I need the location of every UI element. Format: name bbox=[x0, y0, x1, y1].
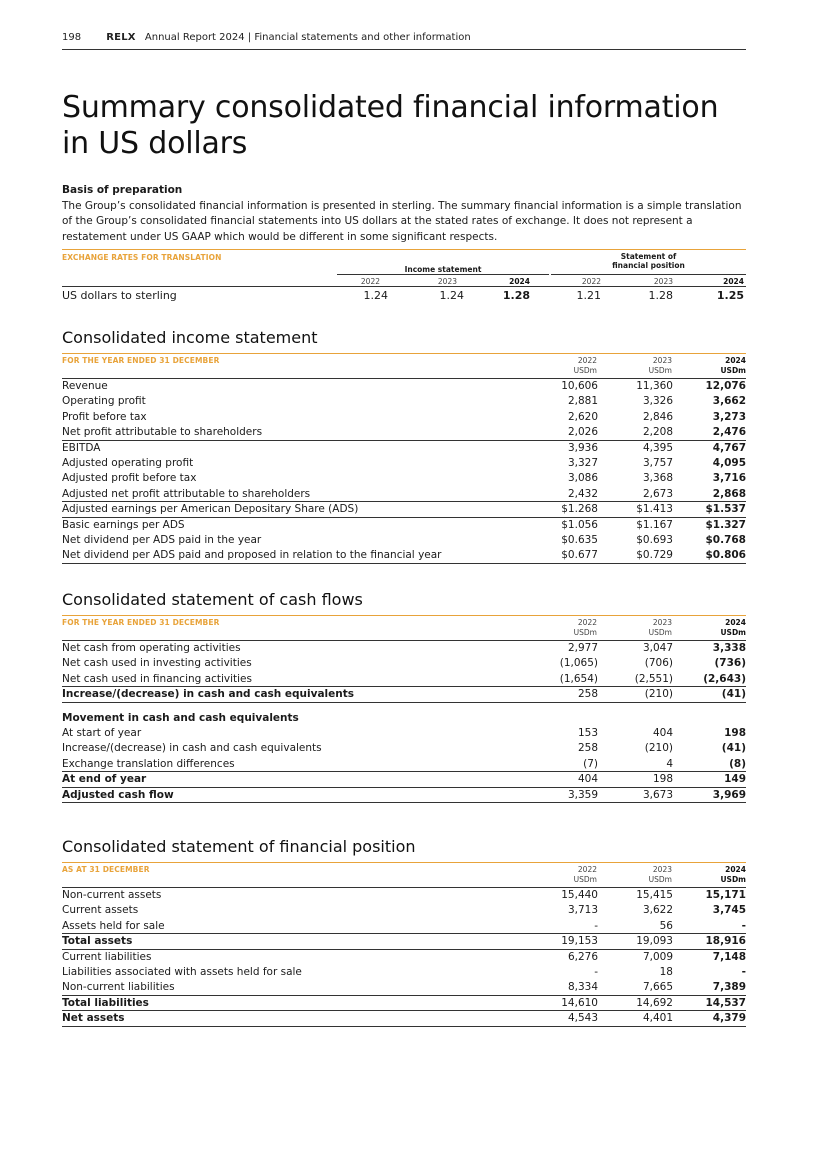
row-label: Non-current liabilities bbox=[62, 981, 175, 994]
row-value-2024: 14,537 bbox=[705, 996, 746, 1009]
row-value-2023: 4 bbox=[666, 757, 673, 770]
table-row bbox=[62, 672, 746, 687]
table-row bbox=[62, 379, 746, 394]
row-label: Exchange translation differences bbox=[62, 757, 235, 770]
row-value-2022: 6,276 bbox=[567, 950, 598, 963]
row-value-2023: 3,326 bbox=[642, 395, 673, 408]
row-value-2024: $1.537 bbox=[705, 503, 746, 516]
table-row bbox=[62, 980, 746, 995]
row-value-2024: 7,389 bbox=[712, 981, 746, 994]
cash-table-header bbox=[62, 615, 746, 641]
table-row bbox=[62, 950, 746, 965]
table-row bbox=[62, 934, 746, 949]
row-label: Profit before tax bbox=[62, 410, 147, 423]
row-value-2024: (2,643) bbox=[703, 672, 746, 685]
row-value-2023: (2,551) bbox=[634, 672, 673, 685]
row-value-2024: $1.327 bbox=[705, 518, 746, 531]
income-table-header bbox=[62, 353, 746, 379]
row-value-2024: 4,379 bbox=[712, 1012, 746, 1025]
table-row bbox=[62, 548, 746, 563]
row-value-2022: 2,977 bbox=[567, 642, 598, 654]
row-label: Revenue bbox=[62, 380, 108, 392]
exchange-rates-table bbox=[62, 249, 746, 305]
row-value-2024: (8) bbox=[729, 757, 746, 770]
row-value-2022: $1.056 bbox=[561, 518, 598, 531]
row-value-2022: 14,610 bbox=[561, 996, 598, 1009]
exchange-value: 1.28 bbox=[648, 289, 673, 302]
table-row bbox=[62, 888, 746, 903]
financial-position-group-header bbox=[551, 252, 746, 275]
row-value-2023: 18 bbox=[659, 965, 673, 978]
row-value-2023: 7,009 bbox=[642, 950, 673, 963]
exchange-value: 1.28 bbox=[502, 289, 530, 302]
table-row bbox=[62, 757, 746, 772]
row-value-2024: (41) bbox=[721, 688, 746, 701]
row-value-2022: 3,713 bbox=[567, 904, 598, 917]
row-value-2022: $0.635 bbox=[561, 533, 598, 546]
page-title-line1: Summary consolidated financial information bbox=[62, 90, 719, 125]
row-value-2024: 15,171 bbox=[705, 889, 746, 901]
row-label: Liabilities associated with assets held for sale bbox=[62, 965, 302, 978]
row-label: Net cash used in investing activities bbox=[62, 657, 252, 670]
table-row bbox=[62, 456, 746, 471]
table-row bbox=[62, 502, 746, 517]
col-2024: 2024 USDm bbox=[720, 356, 746, 375]
exchange-value: 1.21 bbox=[576, 289, 601, 302]
movement-rows bbox=[62, 726, 746, 803]
income-period-label: FOR THE YEAR ENDED 31 DECEMBER bbox=[62, 356, 220, 365]
row-value-2023: 3,622 bbox=[642, 904, 673, 917]
page-title bbox=[62, 90, 762, 162]
row-label: Net profit attributable to shareholders bbox=[62, 426, 263, 439]
exchange-year: 2024 bbox=[723, 277, 744, 286]
row-value-2024: 12,076 bbox=[705, 380, 746, 392]
row-value-2023: (706) bbox=[644, 657, 673, 670]
row-value-2024: 3,745 bbox=[712, 904, 746, 917]
row-value-2023: 3,368 bbox=[642, 472, 673, 485]
row-value-2023: 3,757 bbox=[642, 456, 673, 469]
col-2023: 2023 USDm bbox=[648, 865, 672, 884]
table-row bbox=[62, 471, 746, 486]
row-value-2023: 198 bbox=[652, 773, 673, 786]
row-label: At start of year bbox=[62, 726, 142, 739]
financial-position-section bbox=[62, 837, 746, 1027]
row-value-2022: $0.677 bbox=[561, 549, 598, 562]
row-value-2024: (736) bbox=[714, 657, 746, 670]
row-value-2023: 404 bbox=[652, 726, 673, 739]
exchange-value: 1.24 bbox=[363, 289, 388, 302]
basis-text: The Group’s consolidated financial information is presented in sterling. The summary financial information is a simple translation of the Group’s consolidated financial statements into US dollars at the stated rates of exchange. It does not represent a restatement under US GAAP which would be different in some significant respects. bbox=[62, 199, 742, 243]
row-label: Adjusted cash flow bbox=[62, 788, 174, 801]
row-value-2022: 8,334 bbox=[567, 981, 598, 994]
row-value-2023: $1.167 bbox=[636, 518, 673, 531]
row-label: Non-current assets bbox=[62, 889, 162, 901]
col-2022: 2022 USDm bbox=[573, 865, 597, 884]
row-label: Total liabilities bbox=[62, 996, 149, 1009]
row-value-2022: (1,065) bbox=[559, 657, 598, 670]
row-label: Total assets bbox=[62, 935, 133, 948]
row-value-2023: (210) bbox=[644, 742, 673, 755]
col-2022: 2022 USDm bbox=[573, 356, 597, 375]
row-value-2022: 404 bbox=[577, 773, 598, 786]
col-2024: 2024 USDm bbox=[720, 865, 746, 884]
col-2024: 2024 USDm bbox=[720, 618, 746, 637]
row-value-2023: 3,047 bbox=[642, 642, 673, 654]
table-row bbox=[62, 394, 746, 409]
table-row bbox=[62, 425, 746, 440]
income-statement-section bbox=[62, 328, 746, 564]
row-value-2022: 4,543 bbox=[567, 1012, 598, 1025]
row-label: Increase/(decrease) in cash and cash equivalents bbox=[62, 742, 322, 755]
brand-name: RELX bbox=[106, 32, 136, 43]
page-title-line2: in US dollars bbox=[62, 126, 248, 161]
exchange-row-label: US dollars to sterling bbox=[62, 289, 177, 302]
table-row bbox=[62, 996, 746, 1011]
row-value-2022: 19,153 bbox=[561, 935, 598, 948]
row-label: Net cash from operating activities bbox=[62, 642, 241, 654]
row-label: Adjusted profit before tax bbox=[62, 472, 197, 485]
row-value-2022: 2,026 bbox=[567, 426, 598, 439]
row-value-2022: 3,359 bbox=[567, 788, 598, 801]
table-row bbox=[62, 518, 746, 533]
position-rows bbox=[62, 888, 746, 1027]
row-value-2022: 3,086 bbox=[567, 472, 598, 485]
row-label: Adjusted net profit attributable to shareholders bbox=[62, 487, 311, 500]
row-value-2022: - bbox=[594, 965, 598, 978]
running-header bbox=[62, 32, 746, 50]
header-subtitle: Annual Report 2024 | Financial statements and other information bbox=[144, 32, 471, 43]
row-value-2022: 2,620 bbox=[567, 410, 598, 423]
exchange-rates-label: EXCHANGE RATES FOR TRANSLATION bbox=[62, 253, 222, 262]
row-value-2024: 2,476 bbox=[712, 426, 746, 439]
row-label: Net cash used in financing activities bbox=[62, 672, 252, 685]
col-2023: 2023 USDm bbox=[648, 356, 672, 375]
row-value-2023: 2,673 bbox=[642, 487, 673, 500]
movement-heading-row bbox=[62, 711, 746, 726]
table-row bbox=[62, 533, 746, 548]
table-row bbox=[62, 687, 746, 702]
table-row bbox=[62, 1011, 746, 1026]
row-value-2023: 4,401 bbox=[642, 1012, 673, 1025]
row-label: Assets held for sale bbox=[62, 919, 165, 932]
row-value-2024: 7,148 bbox=[712, 950, 746, 963]
row-label: Current liabilities bbox=[62, 950, 152, 963]
table-row bbox=[62, 726, 746, 741]
row-label: Current assets bbox=[62, 904, 139, 917]
row-value-2023: 56 bbox=[659, 919, 673, 932]
income-statement-group-header: Income statement bbox=[337, 265, 549, 275]
row-value-2024: $0.806 bbox=[705, 549, 746, 562]
cash-flow-section bbox=[62, 590, 746, 803]
row-value-2024: 3,662 bbox=[712, 395, 746, 408]
row-value-2022: 258 bbox=[577, 688, 598, 701]
basis-of-preparation bbox=[62, 183, 746, 245]
row-label: EBITDA bbox=[62, 441, 101, 454]
row-value-2022: 2,432 bbox=[567, 487, 598, 500]
row-value-2022: (1,654) bbox=[559, 672, 598, 685]
row-value-2024: 18,916 bbox=[705, 935, 746, 948]
row-label: Basic earnings per ADS bbox=[62, 518, 185, 531]
exchange-year: 2024 bbox=[509, 277, 530, 286]
row-value-2023: (210) bbox=[644, 688, 673, 701]
row-value-2022: (7) bbox=[583, 757, 598, 770]
row-value-2022: - bbox=[594, 919, 598, 932]
row-value-2024: - bbox=[741, 919, 746, 932]
table-row bbox=[62, 441, 746, 456]
table-row bbox=[62, 656, 746, 671]
row-value-2023: 19,093 bbox=[636, 935, 673, 948]
row-value-2023: 4,395 bbox=[642, 441, 673, 454]
row-value-2024: 149 bbox=[724, 773, 746, 786]
table-row bbox=[62, 487, 746, 502]
exchange-year: 2023 bbox=[653, 277, 673, 286]
row-label: Net assets bbox=[62, 1012, 125, 1025]
exchange-year: 2022 bbox=[360, 277, 380, 286]
table-row bbox=[62, 788, 746, 803]
table-row bbox=[62, 965, 746, 980]
table-row bbox=[62, 772, 746, 787]
row-value-2023: 3,673 bbox=[642, 788, 673, 801]
table-row bbox=[62, 741, 746, 756]
row-value-2024: 198 bbox=[724, 726, 746, 739]
row-value-2022: 2,881 bbox=[567, 395, 598, 408]
row-value-2023: $0.729 bbox=[636, 549, 673, 562]
col-2023: 2023 USDm bbox=[648, 618, 672, 637]
row-value-2024: 3,273 bbox=[712, 410, 746, 423]
exchange-year: 2022 bbox=[581, 277, 601, 286]
row-value-2022: 10,606 bbox=[561, 380, 598, 392]
row-value-2022: 15,440 bbox=[561, 889, 598, 901]
row-value-2024: 2,868 bbox=[712, 487, 746, 500]
exchange-value: 1.24 bbox=[439, 289, 464, 302]
exchange-year: 2023 bbox=[437, 277, 457, 286]
income-statement-title: Consolidated income statement bbox=[62, 328, 318, 347]
row-value-2023: 15,415 bbox=[636, 889, 673, 901]
table-row bbox=[62, 903, 746, 918]
row-value-2023: 2,208 bbox=[642, 426, 673, 439]
row-value-2024: $0.768 bbox=[705, 533, 746, 546]
row-value-2022: 3,327 bbox=[567, 456, 598, 469]
row-label: Net dividend per ADS paid and proposed in relation to the financial year bbox=[62, 549, 442, 562]
row-value-2024: 4,767 bbox=[712, 441, 746, 454]
income-rows bbox=[62, 379, 746, 564]
cash-flow-title: Consolidated statement of cash flows bbox=[62, 590, 363, 609]
cash-rows bbox=[62, 641, 746, 703]
row-value-2024: 4,095 bbox=[712, 456, 746, 469]
table-row bbox=[62, 641, 746, 656]
cash-period-label: FOR THE YEAR ENDED 31 DECEMBER bbox=[62, 618, 220, 627]
row-value-2022: 3,936 bbox=[567, 441, 598, 454]
basis-heading: Basis of preparation bbox=[62, 184, 183, 196]
row-value-2023: 2,846 bbox=[642, 410, 673, 423]
col-2022: 2022 USDm bbox=[573, 618, 597, 637]
row-value-2023: $0.693 bbox=[636, 533, 673, 546]
position-table-header bbox=[62, 862, 746, 888]
row-value-2024: 3,969 bbox=[712, 788, 746, 801]
row-value-2024: - bbox=[741, 965, 746, 978]
financial-position-group-label: Statement of financial position bbox=[612, 252, 685, 270]
row-label: At end of year bbox=[62, 773, 147, 786]
row-label: Adjusted earnings per American Depositary Share (ADS) bbox=[62, 503, 359, 516]
row-value-2023: 7,665 bbox=[642, 981, 673, 994]
exchange-value: 1.25 bbox=[716, 289, 744, 302]
row-label: Operating profit bbox=[62, 395, 146, 408]
movement-heading: Movement in cash and cash equivalents bbox=[62, 711, 299, 724]
row-label: Increase/(decrease) in cash and cash equivalents bbox=[62, 688, 355, 701]
table-row bbox=[62, 919, 746, 934]
position-period-label: AS AT 31 DECEMBER bbox=[62, 865, 150, 874]
row-value-2023: 11,360 bbox=[636, 380, 673, 392]
table-row bbox=[62, 410, 746, 425]
page-number: 198 bbox=[62, 32, 82, 43]
row-value-2022: $1.268 bbox=[561, 503, 598, 516]
row-value-2024: (41) bbox=[721, 742, 746, 755]
exchange-divider bbox=[62, 286, 746, 287]
row-value-2024: 3,716 bbox=[712, 472, 746, 485]
row-label: Adjusted operating profit bbox=[62, 456, 194, 469]
row-value-2023: $1.413 bbox=[636, 503, 673, 516]
row-value-2022: 153 bbox=[577, 726, 598, 739]
row-value-2024: 3,338 bbox=[712, 642, 746, 654]
financial-position-title: Consolidated statement of financial position bbox=[62, 837, 416, 856]
row-value-2022: 258 bbox=[577, 742, 598, 755]
row-value-2023: 14,692 bbox=[636, 996, 673, 1009]
row-label: Net dividend per ADS paid in the year bbox=[62, 533, 262, 546]
